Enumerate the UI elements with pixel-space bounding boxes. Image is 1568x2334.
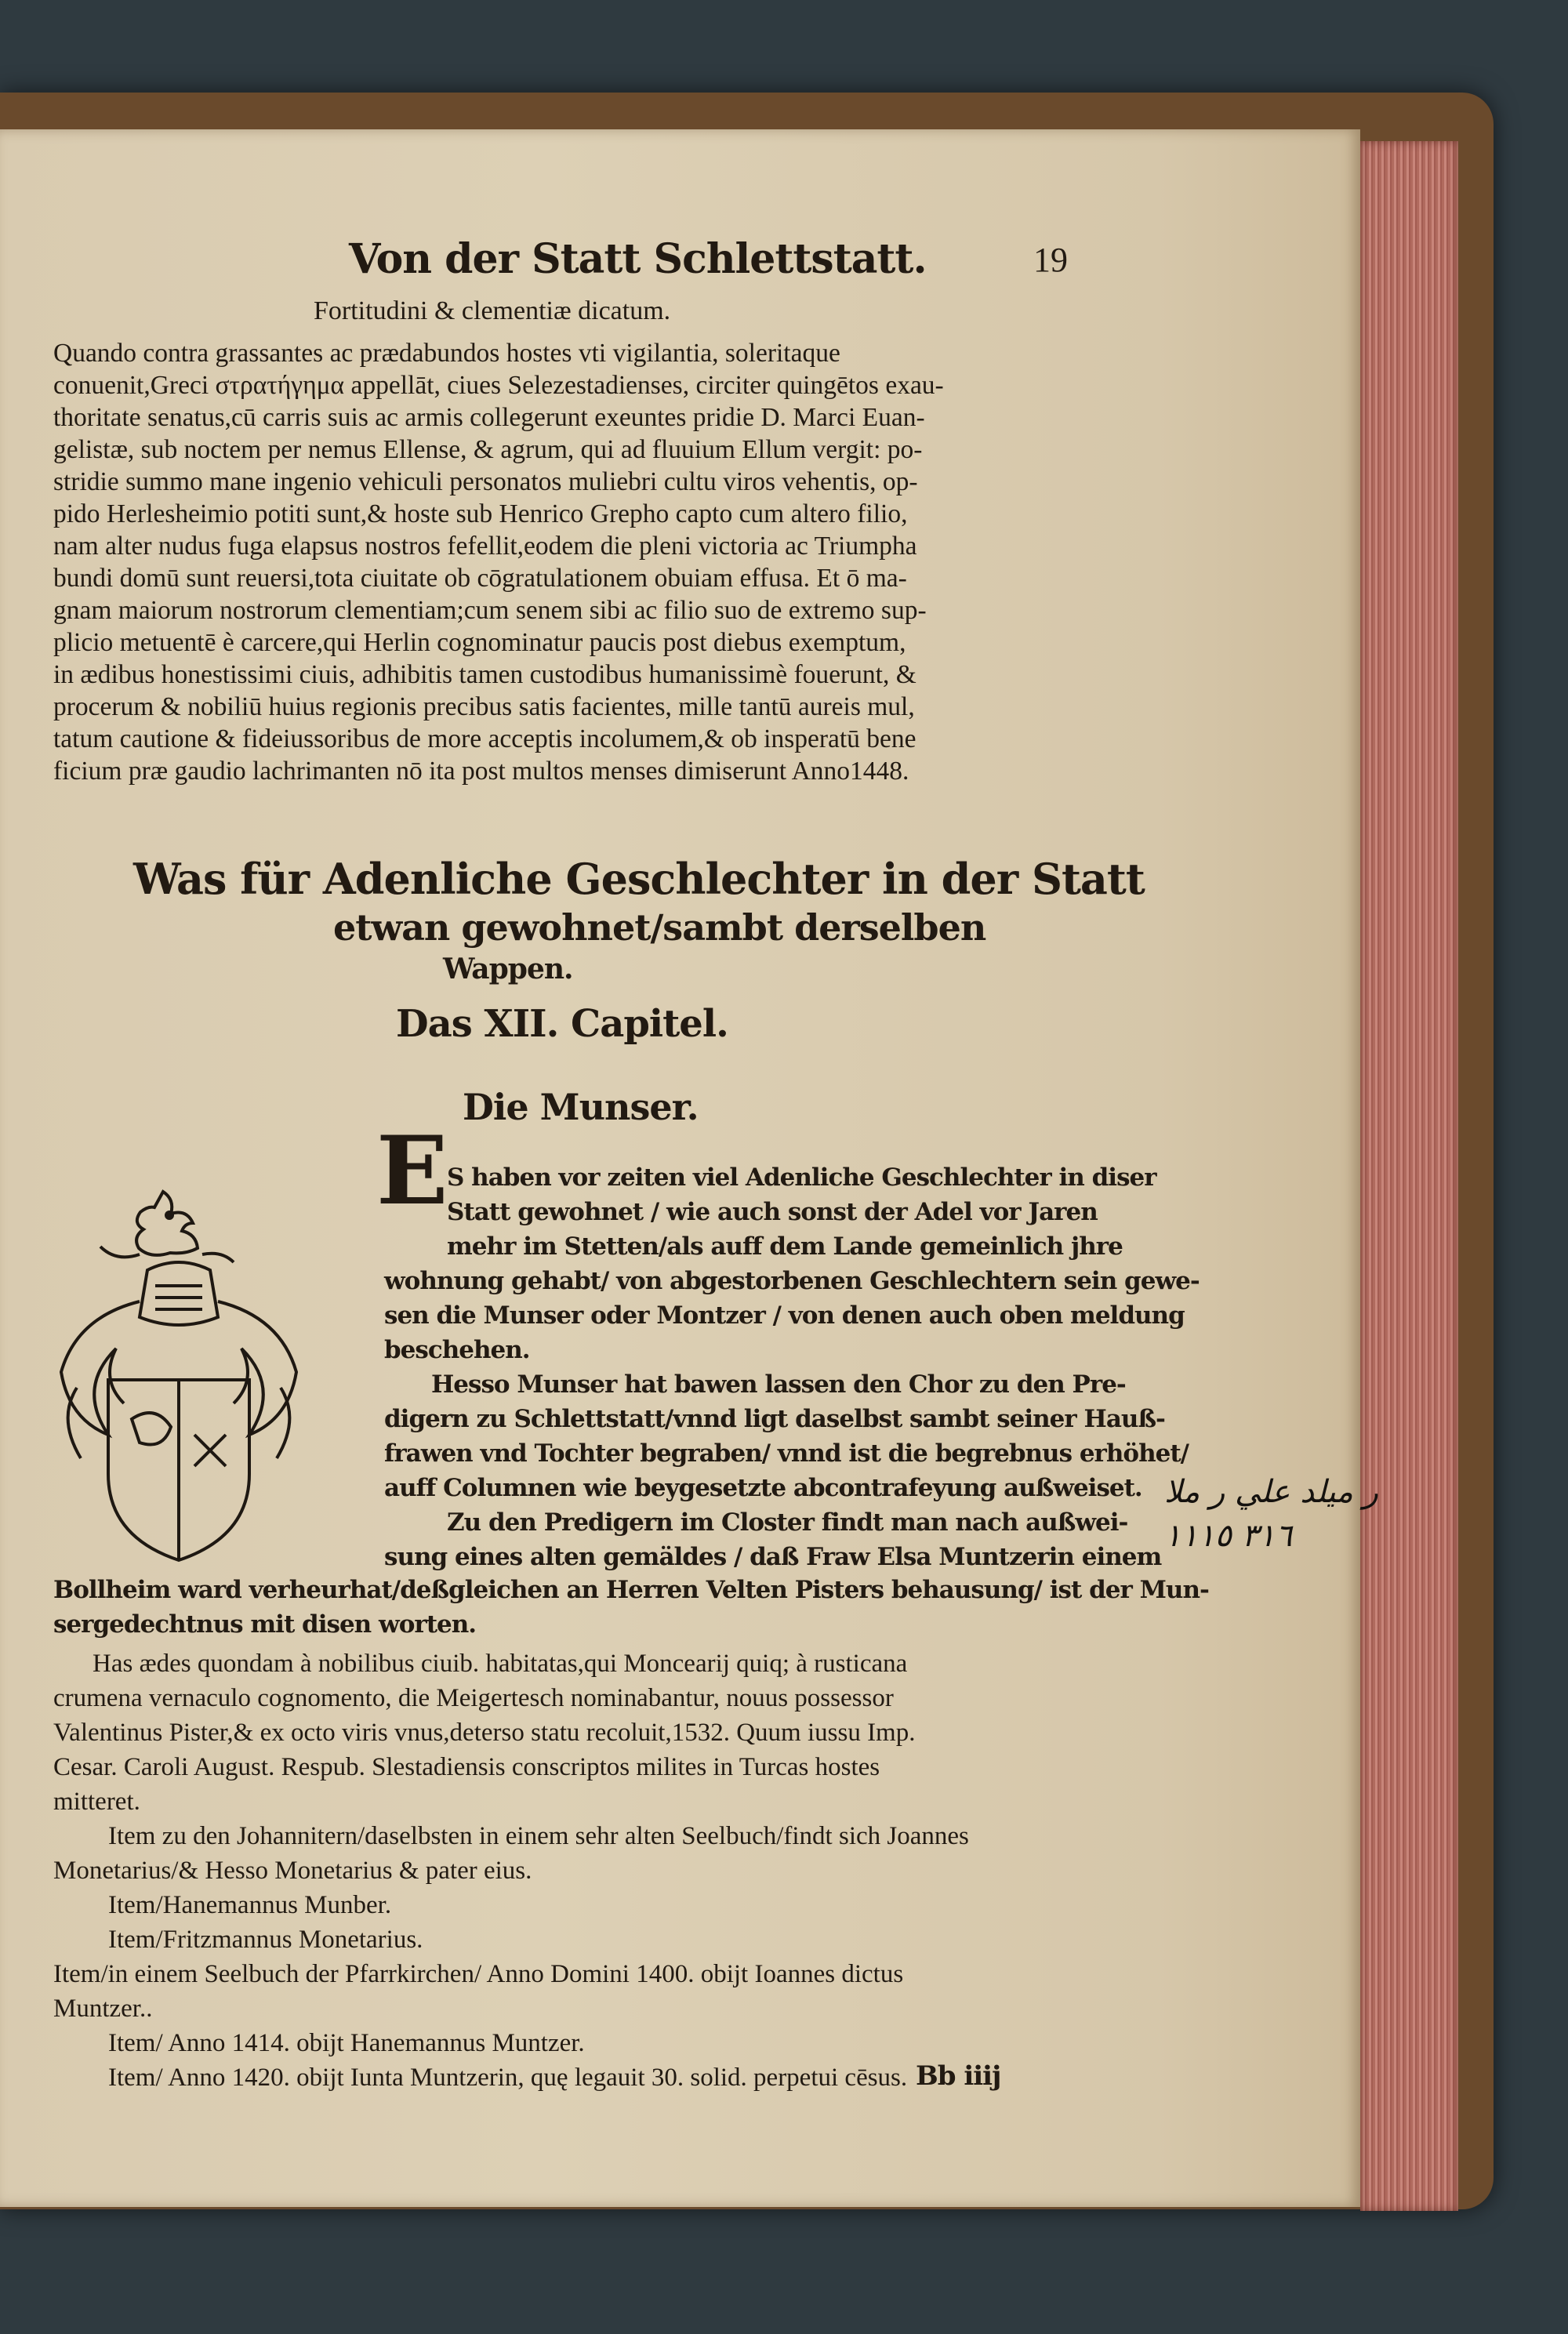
latin-line: bundi domū sunt reuersi,tota ciuitate ob cōgratulationem obuiam effusa. Et ō ma- [53, 564, 907, 593]
lower-line: mitteret. [53, 1788, 140, 1816]
marginalia-line: ر ميلد علي ر ملا [1164, 1474, 1378, 1510]
marginalia-line: ٣١٦ ١١١٥ [1164, 1518, 1293, 1554]
lower-line: Item zu den Johannitern/daselbsten in einem sehr alten Seelbuch/findt sich Joannes [108, 1822, 969, 1850]
german-paragraph [376, 1116, 1200, 1574]
dedication-line: Fortitudini & clementiæ dicatum. [314, 296, 671, 325]
german-line: S haben vor zeiten viel Adenliche Geschlechter in diser [447, 1163, 1156, 1192]
german-line: Zu den Predigern im Closter findt man nach außwei- [447, 1508, 1128, 1537]
heading-line: Was für Adenliche Geschlechter in der Statt [133, 854, 1145, 904]
german-line: mehr im Stetten/als auff dem Lande gemeinlich jhre [447, 1232, 1123, 1261]
latin-line: procerum & nobiliū huius regionis precibus satis facientes, mille tantū aureis mul, [53, 692, 915, 721]
german-line: beschehen. [384, 1336, 530, 1364]
latin-paragraph [53, 337, 1104, 787]
lower-line: Item/ Anno 1414. obijt Hanemannus Muntzer. [108, 2029, 585, 2057]
coat-of-arms-woodcut [45, 1184, 304, 1568]
heading-line: etwan gewohnet/sambt derselben [333, 906, 986, 949]
lower-line: Monetarius/& Hesso Monetarius & pater eius. [53, 1857, 532, 1885]
handwritten-marginalia [1164, 1470, 1378, 1558]
latin-line: conuenit,Greci στρατήγημα appellāt, ciues Selezestadienses, circiter quingētos exau- [53, 371, 944, 400]
latin-line: gnam maiorum nostrorum clementiam;cum senem sibi ac filio suo de extremo sup- [53, 596, 927, 625]
lower-line: Item/Hanemannus Munber. [108, 1891, 392, 1919]
latin-line: thoritate senatus,cū carris suis ac armis collegerunt exeuntes pridie D. Marci Euan- [53, 403, 925, 432]
german-line: Bollheim ward verheurhat/deßgleichen an Herren Velten Pisters behausung/ ist der Mun- [53, 1576, 1209, 1604]
lower-line: Has ædes quondam à nobilibus ciuib. habitatas,qui Moncearij quiq; à rusticana [93, 1650, 908, 1678]
german-line: wohnung gehabt/ von abgestorbenen Geschlechtern sein gewe- [384, 1267, 1200, 1295]
german-line: frawen vnd Tochter begraben/ vnnd ist die begrebnus erhöhet/ [384, 1439, 1189, 1468]
lower-line: Item/ Anno 1420. obijt Iunta Muntzerin, quę legauit 30. solid. perpetui cēsus. [108, 2064, 908, 2092]
lower-line: Item/Fritzmannus Monetarius. [108, 1926, 423, 1954]
german-line: digern zu Schlettstatt/vnnd ligt daselbst sambt seiner Hauß- [384, 1405, 1165, 1433]
signature-mark: Bb iiij [916, 2060, 1001, 2092]
family-title: Die Munser. [463, 1086, 699, 1128]
latin-line: tatum cautione & fideiussoribus de more acceptis incolumem,& ob insperatū bene [53, 724, 916, 753]
german-line: Statt gewohnet / wie auch sonst der Adel vor Jaren [447, 1198, 1098, 1226]
german-line: sung eines alten gemäldes / daß Fraw Elsa Muntzerin einem [384, 1543, 1162, 1571]
lower-line: Muntzer.. [53, 1995, 153, 2023]
page-number: 19 [1033, 241, 1068, 279]
german-line: auff Columnen wie beygesetzte abcontrafeyung außweiset. [384, 1474, 1142, 1502]
drop-capital: E [376, 1116, 448, 1226]
lower-line: Cesar. Caroli August. Respub. Slestadiensis conscriptos milites in Turcas hostes [53, 1753, 880, 1781]
latin-line: nam alter nudus fuga elapsus nostros fefellit,eodem die pleni victoria ac Triumpha [53, 532, 917, 561]
page-edges [1360, 141, 1458, 2211]
german-line: sergedechtnus mit disen worten. [53, 1610, 477, 1639]
german-full-width [53, 1573, 1209, 1642]
german-line: Hesso Munser hat bawen lassen den Chor zu den Pre- [431, 1370, 1126, 1399]
heading-line: Wappen. [443, 953, 573, 986]
latin-line: gelistæ, sub noctem per nemus Ellense, & agrum, qui ad fluuium Ellum vergit: po- [53, 435, 923, 464]
section-heading [133, 855, 1145, 986]
latin-line: plicio metuentē è carcere,qui Herlin cognominatur paucis post diebus exemptum, [53, 628, 906, 657]
latin-line: pido Herlesheimio potiti sunt,& hoste sub Henrico Grepho capto cum altero filio, [53, 499, 908, 528]
latin-line: ficium præ gaudio lachrimanten nō ita post multos menses dimiserunt Anno1448. [53, 757, 909, 786]
latin-line: Quando contra grassantes ac prædabundos hostes vti vigilantia, soleritaque [53, 339, 840, 368]
lower-paragraph [53, 1646, 969, 2095]
lower-line: Valentinus Pister,& ex octo viris vnus,deterso statu recoluit,1532. Quum iussu Imp. [53, 1719, 916, 1747]
latin-line: stridie summo mane ingenio vehiculi personatos muliebri cultu viros vehentis, op- [53, 467, 918, 496]
lower-line: crumena vernaculo cognomento, die Meigertesch nominabantur, nouus possessor [53, 1684, 894, 1712]
running-head: Von der Statt Schlettstatt. [349, 235, 927, 283]
latin-line: in ædibus honestissimi ciuis, adhibitis tamen custodibus humanissimè fouerunt, & [53, 660, 916, 689]
chapter-title: Das XII. Capitel. [396, 1002, 728, 1046]
lower-line: Item/in einem Seelbuch der Pfarrkirchen/ Anno Domini 1400. obijt Ioannes dictus [53, 1960, 904, 1988]
german-line: sen die Munser oder Montzer / von denen auch oben meldung [384, 1301, 1185, 1330]
